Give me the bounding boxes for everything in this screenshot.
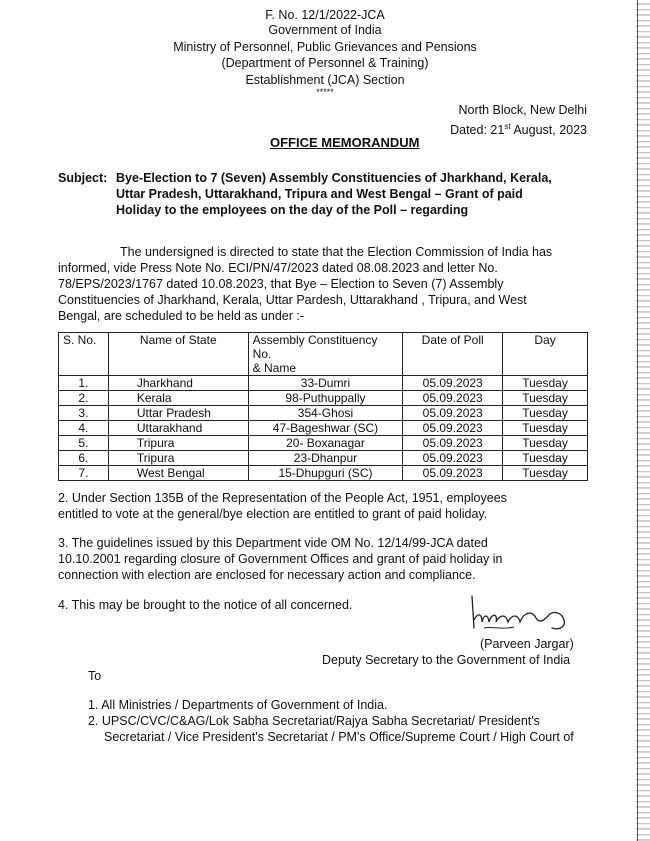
- recipient-2-line-2: Secretariat / Vice President's Secretariat / PM's Office/Supreme Court / High Court of: [104, 730, 574, 744]
- subject-line-3: Holiday to the employees on the day of the Poll – regarding: [116, 203, 469, 217]
- cell-date: 05.09.2023: [403, 466, 503, 481]
- para3-line-3: connection with election are enclosed for necessary action and compliance.: [58, 568, 476, 582]
- cell-state: Uttar Pradesh: [108, 406, 248, 421]
- cell-day: Tuesday: [503, 466, 588, 481]
- cell-ac: 47-Bageshwar (SC): [248, 421, 403, 436]
- to-label: To: [88, 669, 102, 683]
- place-line: North Block, New Delhi: [458, 103, 587, 117]
- cell-date: 05.09.2023: [403, 421, 503, 436]
- para1-line-3: 78/EPS/2023/1767 dated 10.08.2023, that Bye – Election to Seven (7) Assembly: [58, 277, 504, 291]
- para1-line-2: informed, vide Press Note No. ECI/PN/47/2023 dated 08.08.2023 and letter No.: [58, 261, 498, 275]
- office-memorandum-title: [270, 135, 420, 150]
- section-line: Establishment (JCA) Section: [245, 73, 405, 87]
- cell-sno: 6.: [59, 451, 109, 466]
- cell-day: Tuesday: [503, 421, 588, 436]
- subject-line-1: Bye-Election to 7 (Seven) Assembly Constituencies of Jharkhand, Kerala,: [116, 171, 552, 185]
- table-row: [59, 391, 588, 406]
- scan-edge-line: [637, 0, 638, 841]
- signatory-name: (Parveen Jargar): [480, 637, 574, 651]
- header-sno: S. No.: [59, 333, 109, 376]
- table-row: [59, 421, 588, 436]
- date-suffix: August, 2023: [510, 123, 587, 138]
- para1-line-5: Bengal, are scheduled to be held as under :-: [58, 309, 305, 323]
- cell-ac: 15-Dhupguri (SC): [248, 466, 403, 481]
- cell-day: Tuesday: [503, 406, 588, 421]
- cell-state: West Bengal: [108, 466, 248, 481]
- cell-day: Tuesday: [503, 391, 588, 406]
- header-ac-line1: Assembly Constituency No.: [252, 333, 378, 361]
- header-state: Name of State: [108, 333, 248, 376]
- cell-date: 05.09.2023: [403, 436, 503, 451]
- cell-day: Tuesday: [503, 451, 588, 466]
- cell-date: 05.09.2023: [403, 406, 503, 421]
- cell-date: 05.09.2023: [403, 376, 503, 391]
- cell-state: Uttarakhand: [108, 421, 248, 436]
- election-schedule-table: [58, 332, 588, 481]
- date-line: [450, 119, 587, 138]
- header-stars: *****: [316, 87, 334, 97]
- table-row: [59, 406, 588, 421]
- header-ac-line2: & Name: [252, 361, 297, 375]
- para2-line-1: 2. Under Section 135B of the Representation of the People Act, 1951, employees: [58, 491, 507, 505]
- table-header-row: [59, 333, 588, 376]
- government-line: Government of India: [268, 23, 382, 37]
- recipient-2-line-1: 2. UPSC/CVC/C&AG/Lok Sabha Secretariat/Rajya Sabha Secretariat/ President's: [88, 714, 540, 728]
- table-row: [59, 436, 588, 451]
- cell-sno: 2.: [59, 391, 109, 406]
- para3-line-2: 10.10.2001 regarding closure of Government Offices and grant of paid holiday in: [58, 552, 503, 566]
- cell-date: 05.09.2023: [403, 391, 503, 406]
- signatory-designation: Deputy Secretary to the Government of India: [322, 653, 571, 667]
- date-sup: st: [504, 122, 511, 131]
- handwritten-signature: [462, 590, 582, 636]
- cell-day: Tuesday: [503, 436, 588, 451]
- para3-line-1: 3. The guidelines issued by this Department vide OM No. 12/14/99-JCA dated: [58, 536, 488, 550]
- cell-ac: 354-Ghosi: [248, 406, 403, 421]
- para1-line-1: The undersigned is directed to state that the Election Commission of India has: [120, 245, 553, 259]
- cell-state: Tripura: [108, 451, 248, 466]
- department-line: (Department of Personnel & Training): [221, 56, 429, 70]
- table-row: [59, 376, 588, 391]
- cell-sno: 4.: [59, 421, 109, 436]
- subject-line-2: Uttar Pradesh, Uttarakhand, Tripura and West Bengal – Grant of paid: [116, 187, 523, 201]
- memo-title-text: OFFICE MEMORANDUM: [270, 135, 420, 150]
- subject-label: Subject:: [58, 171, 108, 185]
- table-row: [59, 451, 588, 466]
- cell-state: Jharkhand: [108, 376, 248, 391]
- ministry-line: Ministry of Personnel, Public Grievances and Pensions: [173, 40, 477, 54]
- header-day: Day: [503, 333, 588, 376]
- date-prefix: Dated: 21: [450, 123, 505, 138]
- cell-date: 05.09.2023: [403, 451, 503, 466]
- table-row: [59, 466, 588, 481]
- para2-line-2: entitled to vote at the general/bye election are entitled to grant of paid holiday.: [58, 507, 488, 521]
- cell-ac: 33-Dumri: [248, 376, 403, 391]
- cell-sno: 1.: [59, 376, 109, 391]
- para4: 4. This may be brought to the notice of all concerned.: [58, 598, 353, 612]
- cell-state: Kerala: [108, 391, 248, 406]
- cell-ac: 23-Dhanpur: [248, 451, 403, 466]
- cell-sno: 7.: [59, 466, 109, 481]
- para1-line-4: Constituencies of Jharkhand, Kerala, Uttar Pardesh, Uttarakhand , Tripura, and West: [58, 293, 527, 307]
- cell-sno: 3.: [59, 406, 109, 421]
- header-date: Date of Poll: [403, 333, 503, 376]
- cell-ac: 20- Boxanagar: [248, 436, 403, 451]
- header-ac: [248, 333, 403, 376]
- file-number: F. No. 12/1/2022-JCA: [265, 8, 385, 22]
- cell-state: Tripura: [108, 436, 248, 451]
- cell-ac: 98-Puthuppally: [248, 391, 403, 406]
- recipient-1: 1. All Ministries / Departments of Government of India.: [88, 698, 388, 712]
- cell-sno: 5.: [59, 436, 109, 451]
- cell-day: Tuesday: [503, 376, 588, 391]
- scan-edge: [636, 0, 650, 841]
